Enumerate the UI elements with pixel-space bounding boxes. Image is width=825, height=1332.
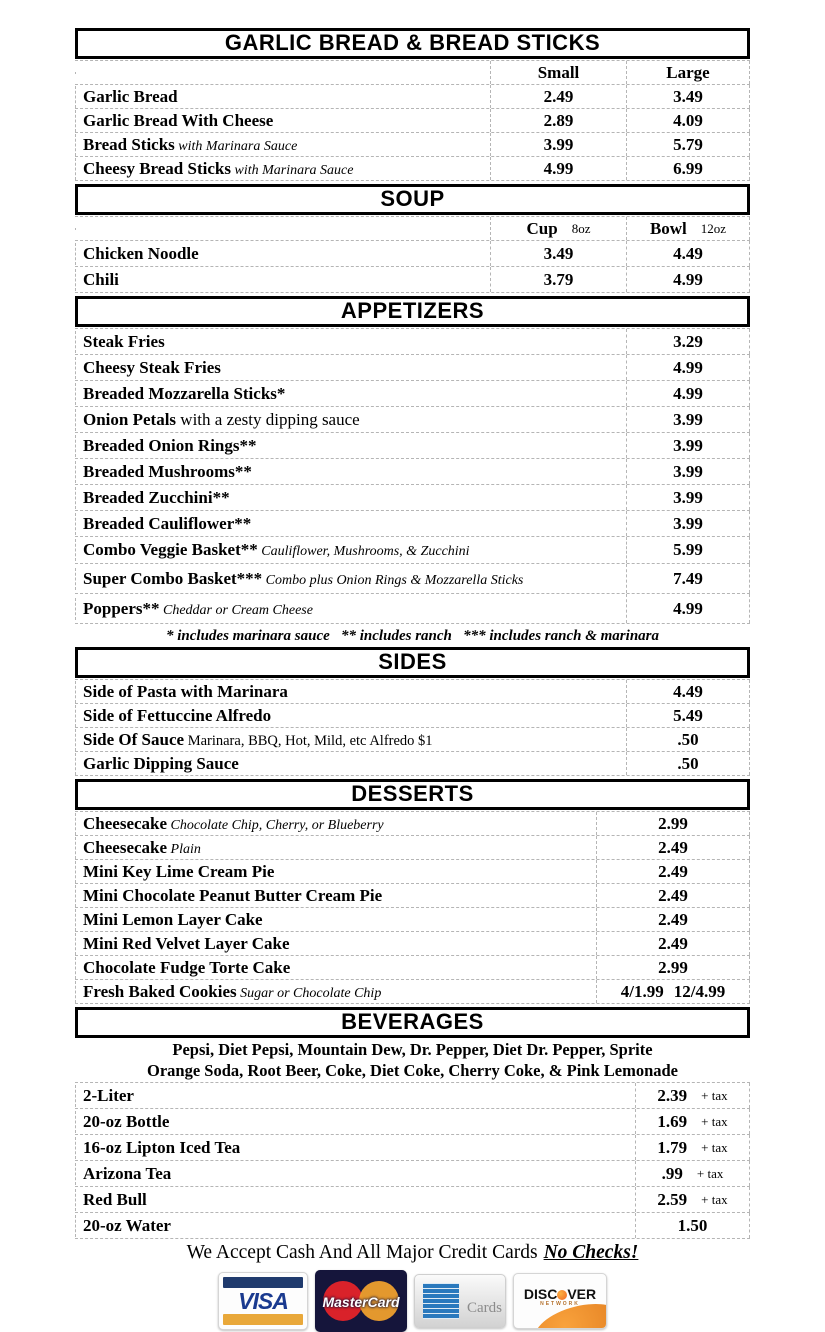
menu-item-row — [75, 157, 750, 181]
menu-item-row — [75, 704, 750, 728]
item-price-cell — [490, 267, 626, 292]
discover-label: DISC VER — [523, 1286, 597, 1302]
item-name: Steak Fries — [83, 331, 165, 351]
item-price-cell — [626, 564, 750, 593]
item-name: Side of Pasta with Marinara — [83, 681, 288, 701]
item-price-cell — [635, 1135, 750, 1160]
column-header-cup — [490, 217, 626, 240]
item-price: 1.50 — [677, 1215, 708, 1235]
item-description: with a zesty dipping sauce — [176, 409, 360, 429]
item-name: Garlic Bread With Cheese — [83, 110, 274, 130]
item-name: Breaded Mozzarella Sticks* — [83, 383, 286, 403]
item-price: 3.79 — [543, 269, 574, 289]
menu-item-row — [75, 594, 750, 624]
menu-item-row — [75, 812, 750, 836]
section-title-sides: SIDES — [75, 647, 750, 678]
menu-item-row — [75, 85, 750, 109]
item-price: 2.99 — [658, 957, 688, 977]
item-description: with Marinara Sauce — [174, 138, 298, 154]
item-price-cell — [596, 908, 750, 931]
item-name-cell — [75, 158, 490, 180]
subtitle-line: Pepsi, Diet Pepsi, Mountain Dew, Dr. Pepper, Diet Dr. Pepper, Sprite — [172, 1040, 653, 1059]
item-price: 4.99 — [673, 598, 703, 618]
item-name-cell — [75, 981, 596, 1003]
item-name: Cheesecake — [83, 813, 168, 833]
item-name-cell — [75, 885, 596, 907]
item-price: 5.99 — [673, 540, 703, 559]
price-tax-suffix: + tax — [701, 1139, 728, 1155]
menu-item-row — [75, 1083, 750, 1109]
appetizers-footnote: * includes marinara sauce ** includes ranch *** includes ranch & marinara — [166, 628, 659, 644]
item-price-cell — [635, 1187, 750, 1212]
item-name: Side Of Sauce — [83, 729, 185, 749]
item-name-cell — [75, 568, 626, 590]
item-name: 16-oz Lipton Iced Tea — [83, 1137, 241, 1157]
item-price-cell — [596, 956, 750, 979]
item-price-cell — [626, 241, 750, 266]
menu-page — [0, 28, 825, 1316]
section-title-appetizers: APPETIZERS — [75, 296, 750, 327]
menu-item-row — [75, 932, 750, 956]
section-desserts — [75, 779, 750, 1004]
item-name: Breaded Zucchini** — [83, 487, 230, 507]
item-name-cell — [75, 243, 490, 265]
item-name: Chili — [83, 269, 119, 289]
column-header-label: Small — [537, 62, 580, 82]
menu-item-row — [75, 680, 750, 704]
item-name: Arizona Tea — [83, 1163, 172, 1183]
item-name-cell — [75, 134, 490, 156]
item-name-cell — [75, 110, 490, 132]
section-title-garlic-bread-and-bread-sticks: GARLIC BREAD & BREAD STICKS — [75, 28, 750, 59]
item-name-cell — [75, 461, 626, 483]
item-name-cell — [75, 681, 626, 703]
item-name-cell — [75, 539, 626, 561]
menu-item-row — [75, 728, 750, 752]
item-name-cell — [75, 909, 596, 931]
item-price: 4.49 — [673, 243, 703, 263]
item-price-cell — [626, 407, 750, 432]
item-name: Combo Veggie Basket** — [83, 540, 258, 559]
item-description: Marinara, BBQ, Hot, Mild, etc Alfredo $1 — [184, 732, 433, 749]
column-header-spacer — [75, 228, 490, 230]
column-header-row — [75, 61, 750, 85]
item-price: 3.99 — [673, 461, 703, 481]
item-price: 5.49 — [673, 705, 703, 725]
item-name-cell — [75, 1215, 635, 1237]
price-tax-suffix: + tax — [701, 1113, 728, 1129]
column-header-small — [490, 61, 626, 84]
item-name: Garlic Bread — [83, 86, 178, 106]
menu-item-row — [75, 860, 750, 884]
item-name-cell — [75, 957, 596, 979]
price-tax-suffix: + tax — [701, 1087, 728, 1103]
discover-sublabel: NETWORK — [540, 1301, 580, 1307]
item-price: 3.99 — [673, 409, 703, 429]
item-price: 2.49 — [658, 861, 688, 881]
section-sides — [75, 647, 750, 776]
section-table-appetizers — [75, 328, 750, 624]
item-price-cell — [490, 109, 626, 132]
item-price-cell — [626, 485, 750, 510]
mastercard-card-icon — [315, 1270, 407, 1332]
item-name-cell — [75, 513, 626, 535]
menu-item-row — [75, 109, 750, 133]
menu-item-row — [75, 1187, 750, 1213]
item-price: 1.79 — [657, 1137, 688, 1157]
item-description: Plain — [167, 841, 201, 857]
visa-label: VISA — [238, 1287, 288, 1314]
menu-item-row — [75, 537, 750, 564]
menu-item-row — [75, 511, 750, 537]
item-name-cell — [75, 487, 626, 509]
item-name: Poppers** — [83, 598, 160, 618]
item-name: Super Combo Basket*** — [83, 568, 263, 588]
item-price: 4/1.99 — [620, 981, 664, 1001]
item-price-cell — [626, 511, 750, 536]
item-name-cell — [75, 435, 626, 457]
item-name-cell — [75, 861, 596, 883]
section-table-beverages — [75, 1082, 750, 1239]
item-name-cell — [75, 269, 490, 291]
item-price: 4.09 — [673, 110, 703, 130]
section-table-garlic-bread-and-bread-sticks — [75, 60, 750, 181]
item-price: 3.99 — [673, 513, 703, 533]
item-price-cell — [626, 133, 750, 156]
item-price-cell — [626, 355, 750, 380]
item-price-cell — [635, 1213, 750, 1238]
item-name: Mini Lemon Layer Cake — [83, 909, 263, 929]
discover-o-icon — [557, 1290, 567, 1300]
item-description: with Marinara Sauce — [230, 162, 354, 178]
item-price-cell — [596, 836, 750, 859]
item-price-cell — [626, 459, 750, 484]
column-header-label: Large — [666, 62, 710, 82]
section-table-sides — [75, 679, 750, 776]
item-name: 20-oz Water — [83, 1215, 171, 1235]
item-name: Mini Chocolate Peanut Butter Cream Pie — [83, 885, 383, 905]
item-name-cell — [75, 598, 626, 620]
item-price: .50 — [677, 753, 699, 773]
section-subtitle-beverages — [75, 1039, 750, 1081]
item-price: 2.49 — [658, 933, 688, 953]
item-name-cell — [75, 1163, 635, 1185]
item-name: Breaded Mushrooms** — [83, 461, 252, 481]
item-name-cell — [75, 1189, 635, 1211]
item-price: .50 — [677, 729, 699, 749]
item-price: 2.49 — [658, 837, 688, 857]
item-price: 2.59 — [657, 1189, 688, 1209]
item-price: 4.99 — [673, 269, 703, 289]
item-name: Cheesy Steak Fries — [83, 357, 221, 377]
item-price-cell — [626, 728, 750, 751]
item-price-cell — [635, 1083, 750, 1108]
column-header-bowl — [626, 217, 750, 240]
menu-item-row — [75, 329, 750, 355]
item-description: Combo plus Onion Rings & Mozzarella Sticks — [262, 572, 524, 588]
item-price: .99 — [661, 1163, 683, 1183]
visa-top-band — [223, 1277, 303, 1288]
item-price-cell — [596, 812, 750, 835]
item-name-cell — [75, 1137, 635, 1159]
amex-label: Cards — [467, 1299, 502, 1316]
item-price-cell — [596, 980, 750, 1003]
item-description: Cheddar or Cream Cheese — [159, 602, 313, 618]
item-name: Cheesy Bread Sticks — [83, 158, 231, 178]
item-price-cell — [626, 109, 750, 132]
item-name-cell — [75, 1111, 635, 1133]
item-price-cell — [490, 85, 626, 108]
item-description: Cauliflower, Mushrooms, & Zucchini — [257, 544, 470, 559]
column-header-row — [75, 217, 750, 241]
item-name: Chocolate Fudge Torte Cake — [83, 957, 291, 977]
amex-card-icon — [414, 1274, 506, 1328]
item-price-cell — [626, 433, 750, 458]
visa-card-icon — [218, 1272, 308, 1330]
item-name-cell — [75, 86, 490, 108]
item-name-cell — [75, 357, 626, 379]
menu-item-row — [75, 836, 750, 860]
column-header-label: Bowl — [649, 218, 687, 238]
menu-item-row — [75, 433, 750, 459]
price-tax-suffix: + tax — [701, 1191, 728, 1207]
item-price-cell — [626, 329, 750, 354]
item-price: 3.49 — [543, 243, 574, 263]
section-beverages — [75, 1007, 750, 1239]
item-price-cell — [635, 1109, 750, 1134]
item-price-cell — [490, 133, 626, 156]
item-price-cell — [490, 157, 626, 180]
item-price-cell — [626, 704, 750, 727]
menu-item-row — [75, 267, 750, 293]
item-price-cell — [626, 680, 750, 703]
column-header-sub: 12oz — [700, 220, 727, 236]
price-tax-suffix: + tax — [696, 1165, 724, 1181]
item-price: 2.49 — [658, 885, 688, 905]
item-price-cell — [596, 860, 750, 883]
section-table-soup — [75, 216, 750, 293]
item-price: 3.99 — [543, 134, 574, 154]
item-description: Chocolate Chip, Cherry, or Blueberry — [167, 817, 384, 833]
section-title-soup: SOUP — [75, 184, 750, 215]
section-appetizers — [75, 296, 750, 646]
item-price: 3.29 — [673, 331, 703, 351]
item-name: Red Bull — [83, 1189, 147, 1209]
item-name: Onion Petals — [83, 409, 177, 429]
item-price-cell — [626, 157, 750, 180]
menu-item-row — [75, 884, 750, 908]
menu-item-row — [75, 564, 750, 594]
item-name: 20-oz Bottle — [83, 1111, 170, 1131]
item-price: 1.69 — [657, 1111, 688, 1131]
column-header-spacer — [75, 72, 490, 74]
item-name: Breaded Cauliflower** — [83, 513, 252, 533]
column-header-sub: 8oz — [571, 220, 591, 236]
item-price: 4.99 — [673, 357, 703, 377]
item-name: Bread Sticks — [83, 134, 175, 154]
item-price: 4.49 — [673, 681, 703, 701]
item-name-cell — [75, 933, 596, 955]
item-price-cell — [596, 932, 750, 955]
amex-blue-box-icon — [423, 1283, 459, 1319]
menu-item-row — [75, 381, 750, 407]
item-price: 2.49 — [543, 86, 574, 106]
item-price: 3.99 — [673, 435, 703, 455]
item-name-cell — [75, 705, 626, 727]
item-name: Chicken Noodle — [83, 243, 199, 263]
visa-bottom-band — [223, 1314, 303, 1325]
menu-item-row — [75, 956, 750, 980]
item-price-cell — [626, 381, 750, 406]
section-title-desserts: DESSERTS — [75, 779, 750, 810]
item-price: 4.99 — [673, 383, 703, 403]
item-price-cell — [626, 537, 750, 563]
section-title-beverages: BEVERAGES — [75, 1007, 750, 1038]
menu-sections — [75, 28, 750, 1239]
item-price: 7.49 — [673, 568, 703, 588]
item-price-cell — [626, 594, 750, 623]
item-name-cell — [75, 813, 596, 835]
menu-item-row — [75, 133, 750, 157]
item-price: 12/4.99 — [673, 981, 726, 1001]
discover-card-icon — [513, 1273, 607, 1329]
item-name: Garlic Dipping Sauce — [83, 753, 239, 773]
menu-item-row — [75, 241, 750, 267]
menu-item-row — [75, 355, 750, 381]
item-price-cell — [626, 85, 750, 108]
item-name-cell — [75, 837, 596, 859]
menu-item-row — [75, 407, 750, 433]
mastercard-label: MasterCard — [322, 1294, 400, 1310]
item-price: 5.79 — [673, 134, 703, 154]
item-price: 3.99 — [673, 487, 703, 507]
item-price: 4.99 — [543, 158, 574, 178]
item-name: Fresh Baked Cookies — [83, 981, 237, 1001]
item-price: 2.49 — [658, 909, 688, 929]
item-name-cell — [75, 409, 626, 431]
item-name-cell — [75, 383, 626, 405]
item-name-cell — [75, 331, 626, 353]
item-description: Sugar or Chocolate Chip — [236, 985, 382, 1001]
section-garlic-bread-and-bread-sticks — [75, 28, 750, 181]
menu-item-row — [75, 1109, 750, 1135]
item-price-cell — [635, 1161, 750, 1186]
item-price: 3.49 — [673, 86, 703, 106]
no-checks-text: No Checks! — [543, 1242, 639, 1263]
item-name-cell — [75, 729, 626, 751]
menu-item-row — [75, 1135, 750, 1161]
item-name: 2-Liter — [83, 1085, 134, 1105]
item-price: 2.99 — [658, 813, 688, 833]
item-name: Side of Fettuccine Alfredo — [83, 705, 272, 725]
credit-card-logos — [75, 1270, 750, 1332]
item-price-cell — [626, 752, 750, 775]
menu-item-row — [75, 485, 750, 511]
menu — [75, 28, 750, 1332]
payment-footer-text: We Accept Cash And All Major Credit Cards — [186, 1242, 538, 1263]
menu-item-row — [75, 1161, 750, 1187]
menu-item-row — [75, 908, 750, 932]
item-name-cell — [75, 1085, 635, 1107]
menu-item-row — [75, 459, 750, 485]
item-price: 2.39 — [657, 1085, 688, 1105]
item-name: Cheesecake — [83, 837, 168, 857]
subtitle-line: Orange Soda, Root Beer, Coke, Diet Coke, Cherry Coke, & Pink Lemonade — [146, 1061, 679, 1080]
menu-item-row — [75, 980, 750, 1004]
item-price: 6.99 — [673, 158, 703, 178]
item-price: 2.89 — [543, 110, 574, 130]
section-table-desserts — [75, 811, 750, 1004]
menu-item-row — [75, 752, 750, 776]
item-name: Mini Red Velvet Layer Cake — [83, 933, 290, 953]
section-soup — [75, 184, 750, 293]
payment-footer — [75, 1242, 750, 1264]
item-price-cell — [596, 884, 750, 907]
column-header-label: Cup — [526, 218, 558, 238]
item-name-cell — [75, 753, 626, 775]
item-price-cell — [490, 241, 626, 266]
column-header-large — [626, 61, 750, 84]
item-name: Breaded Onion Rings** — [83, 435, 257, 455]
menu-item-row — [75, 1213, 750, 1239]
item-name: Mini Key Lime Cream Pie — [83, 861, 275, 881]
item-price-cell — [626, 267, 750, 292]
